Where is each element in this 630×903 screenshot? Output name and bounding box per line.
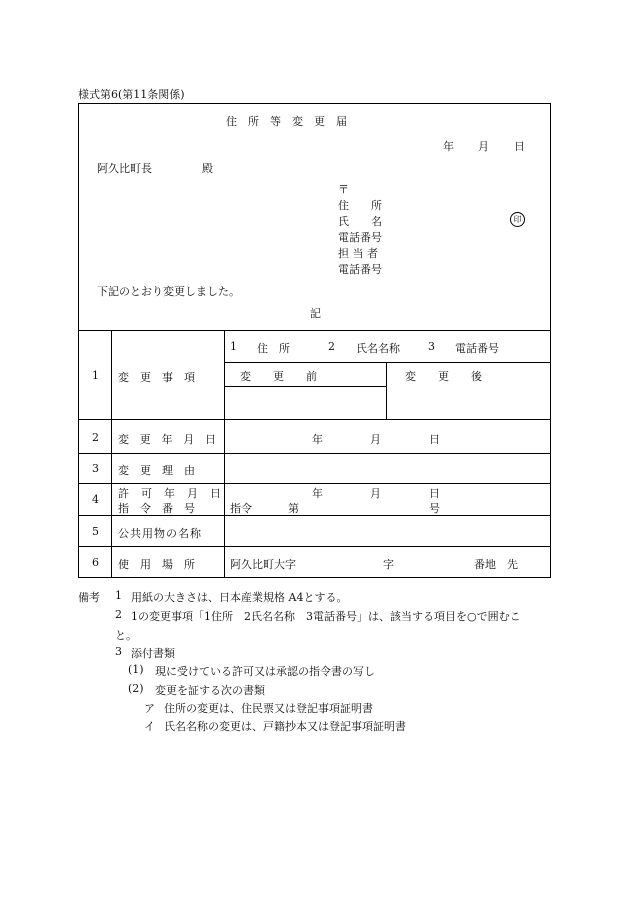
row4-num: 4 [92,493,99,506]
after-header: 変 更 後 [405,370,482,383]
before-header: 変 更 前 [240,370,317,383]
note1-num: 1 [115,589,122,602]
note3-2b-mark: イ [144,720,155,733]
frame-right [550,103,551,578]
row2-bottom [78,453,551,454]
table-top [78,330,551,331]
option1-label: 住 所 [257,342,290,355]
notes-heading: 備考 [78,591,100,604]
note3-2a-mark: ア [144,702,155,715]
row4-year: 年 [312,487,323,500]
form-label: 様式第6(第11条関係) [78,88,185,101]
option3-num: 3 [428,340,435,353]
address-label: 住 所 [338,199,382,212]
form-title: 住 所 等 変 更 届 [226,115,347,128]
num-col-line [111,330,112,578]
option2-label: 氏名名称 [356,342,400,355]
row3-label: 変 更 理 由 [118,464,195,477]
row5-num: 5 [92,525,99,538]
frame-bottom [78,577,551,578]
note3-text: 添付書類 [131,647,175,660]
row6-aza: 字 [383,558,394,571]
note3-num: 3 [115,645,122,658]
date-month: 月 [478,140,489,153]
ki-mark: 記 [310,307,321,320]
frame-top [78,103,551,104]
option3-label: 電話番号 [455,342,499,355]
row2-label [118,431,216,447]
row1-num: 1 [92,369,99,382]
note2-text-line1: 1の変更事項「1住所 2氏名名称 3電話番号」は、該当する項目を○で囲むこ [131,610,521,623]
note3-2a-text: 住所の変更は、住民票又は登記事項証明書 [164,702,373,715]
name-label: 氏 名 [338,215,382,228]
frame-left [78,103,79,578]
row1-sub-line-b [224,386,386,387]
option2-num: 2 [328,340,335,353]
seal-mark: 印 [510,212,525,227]
date-year: 年 [443,140,454,153]
date-day: 日 [514,140,525,153]
note1-text: 用紙の大きさは、日本産業規格 A4とする。 [131,591,348,604]
row2-day: 日 [429,433,440,446]
row4-go: 号 [429,502,440,515]
row6-place-prefix: 阿久比町大字 [230,558,296,571]
contact-phone-label: 電話番号 [338,263,382,276]
row2-num: 2 [92,431,99,444]
row3-num: 3 [92,462,99,475]
row1-sub-line-a [224,362,551,363]
addressee: 阿久比町長 [97,162,152,175]
note3-2b-text: 氏名名称の変更は、戸籍抄本又は登記事項証明書 [164,720,406,733]
row1-mid-line [386,362,387,419]
note3-1-num: (1) [128,663,144,676]
label-col-line [224,330,225,578]
row6-label: 使 用 場 所 [118,558,195,571]
row6-banchi: 番地 先 [474,558,518,571]
row2-month: 月 [370,433,381,446]
row1-bottom [78,419,551,420]
row4-month: 月 [370,487,381,500]
row4-label-b: 指 令 番 号 [118,502,195,515]
row3-bottom [78,483,551,484]
note3-1-text: 現に受けている許可又は承認の指令書の写し [155,665,375,678]
intro-text: 下記のとおり変更しました。 [97,285,240,298]
row5-bottom [78,546,551,547]
row4-day: 日 [429,487,440,500]
row4-label-a: 許可年月日 [118,487,233,500]
note2-num: 2 [115,608,122,621]
contact-label: 担 当 者 [338,247,378,260]
row4-shirei: 指令 [230,502,252,515]
postal-mark: 〒 [338,183,349,196]
row2-label-text: 変 更 年 月 日 [118,433,216,446]
row4-dai: 第 [288,502,299,515]
note2-text-line2: と。 [115,629,137,642]
row6-num: 6 [92,556,99,569]
row1-label: 変 更 事 項 [118,371,195,384]
honorific: 殿 [202,162,213,175]
row5-label: 公共用物の名称 [118,527,202,540]
note3-2-num: (2) [128,682,144,695]
row2-year: 年 [312,433,323,446]
phone-label: 電話番号 [338,231,382,244]
option1-num: 1 [230,340,237,353]
note3-2-text: 変更を証する次の書類 [155,684,265,697]
